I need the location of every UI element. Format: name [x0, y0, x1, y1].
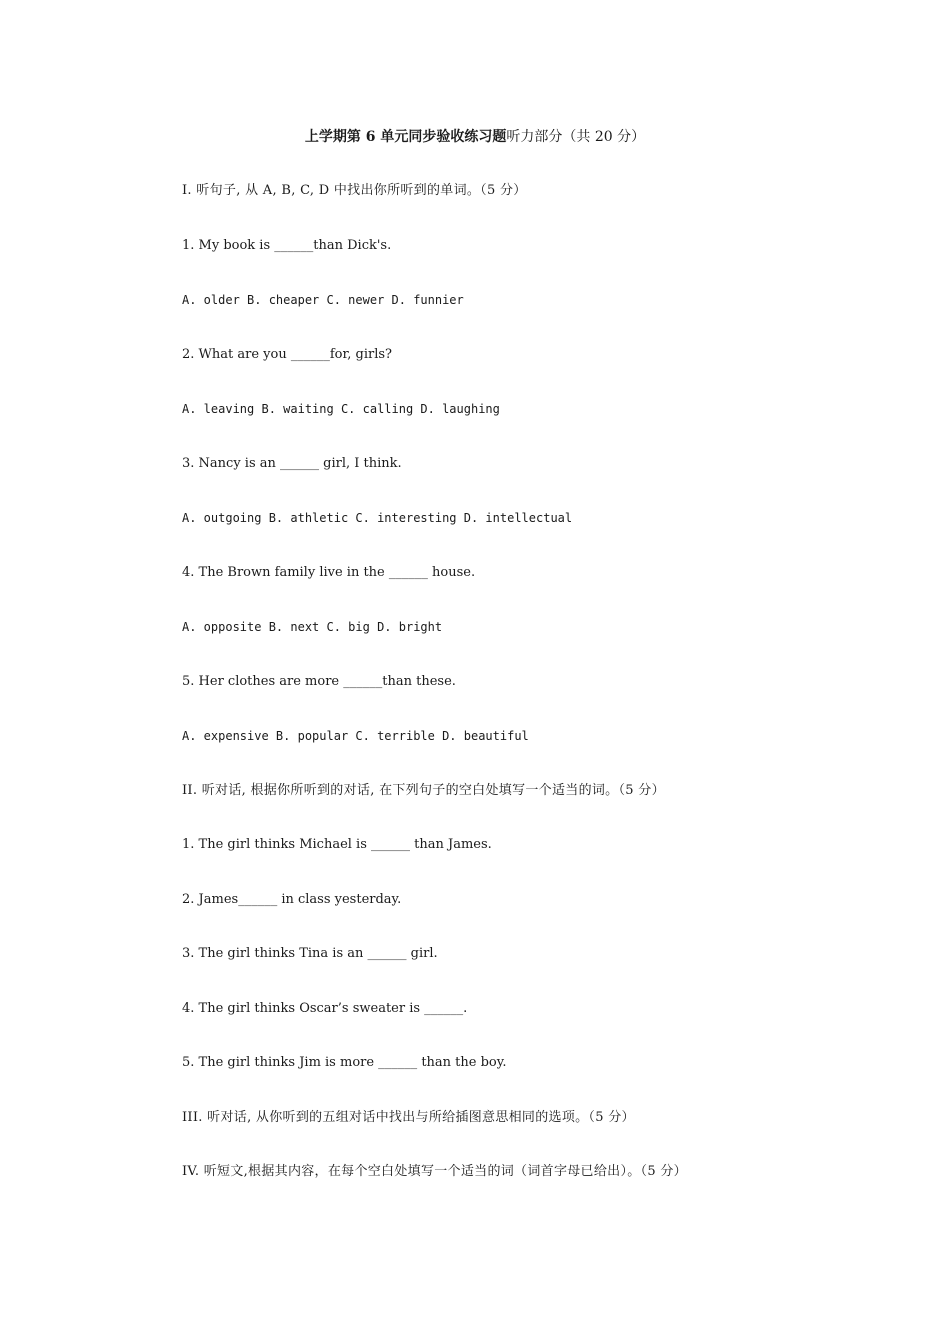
page-title [0, 127, 950, 147]
question-line: 2. James______ in class yesterday. [182, 891, 402, 907]
question-line: 1. The girl thinks Michael is ______ than James. [182, 837, 492, 852]
title-rest-part: 听力部分（共 20 分） [506, 129, 646, 145]
options-line: A. leaving B. waiting C. calling D. laughing [182, 402, 500, 416]
options-line: A. opposite B. next C. big D. bright [182, 620, 443, 634]
section-heading: I. 听句子, 从 A, B, C, D 中找出你所听到的单词。（5 分） [182, 183, 527, 198]
question-line: 3. Nancy is an ______ girl, I think. [182, 455, 402, 471]
question-line: 5. Her clothes are more ______than these. [182, 673, 456, 689]
question-line: 2. What are you ______for, girls? [182, 346, 393, 362]
section-heading: III. 听对话, 从你听到的五组对话中找出与所给插图意思相同的选项。（5 分） [182, 1109, 635, 1125]
options-line: A. expensive B. popular C. terrible D. beautiful [182, 729, 529, 743]
options-line: A. older B. cheaper C. newer D. funnier [182, 293, 464, 307]
title-bold-part: 上学期第 6 单元同步验收练习题 [304, 129, 507, 145]
question-line: 4. The Brown family live in the ______ house. [182, 564, 476, 580]
question-line: 4. The girl thinks Oscar’s sweater is ______. [182, 1000, 468, 1016]
question-line: 5. The girl thinks Jim is more ______ than the boy. [182, 1055, 507, 1070]
question-line: 3. The girl thinks Tina is an ______ girl. [182, 946, 438, 961]
exercise-body [182, 182, 882, 1218]
question-line: 1. My book is ______than Dick's. [182, 237, 392, 253]
section-heading: IV. 听短文,根据其内容，在每个空白处填写一个适当的词（词首字母已给出）。（5 分） [182, 1164, 687, 1179]
options-line: A. outgoing B. athletic C. interesting D. intellectual [182, 511, 573, 525]
section-heading: II. 听对话, 根据你所听到的对话, 在下列句子的空白处填写一个适当的词。（5 分） [182, 782, 665, 798]
